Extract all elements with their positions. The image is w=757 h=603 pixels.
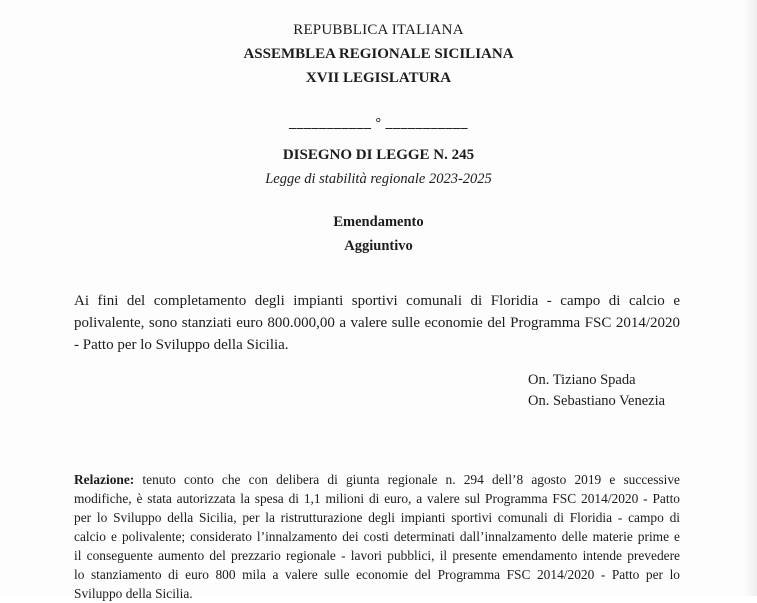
bill-title: DISEGNO DI LEGGE N. 245 xyxy=(282,147,475,163)
amendment-kind: Aggiuntivo xyxy=(344,238,413,254)
relazione-line: lo stanziamento di euro 800 mila a valere sulle economie del Programma FSC 2014/2020 - Patto per lo xyxy=(74,567,680,582)
relazione-line: per lo Sviluppo della Sicilia, per la ristrutturazione degli impianti sportivi comunali di Floridia - campo di xyxy=(74,510,680,525)
amendment-body xyxy=(74,290,680,356)
body-line: Ai fini del completamento degli impianti sportivi comunali di Floridia - campo di calcio e xyxy=(74,293,680,309)
relazione-line: il conseguente aumento del prezzario regionale - lavori pubblici, il presente emendamento intende prevedere xyxy=(74,548,680,563)
relazione-section xyxy=(74,470,680,603)
relazione-label: Relazione: xyxy=(74,472,135,487)
signatory: On. Sebastiano Venezia xyxy=(528,393,666,409)
relazione-line: modifiche, è stata autorizzata la spesa di 1,1 milioni di euro, a valere sul Programma FSC 2014/2020 - Patto xyxy=(74,491,680,506)
relazione-line: calcio e polivalente; considerato l’innalzamento dei costi determinati dall’innalzamento delle materie prime e xyxy=(74,529,680,544)
body-line: polivalente, sono stanziati euro 800.000,00 a valere sulle economie del Programma FSC 2014/2020 xyxy=(74,315,680,331)
signatory: On. Tiziano Spada xyxy=(528,372,636,388)
header-republic: REPUBBLICA ITALIANA xyxy=(293,22,464,38)
body-line: - Patto per lo Sviluppo della Sicilia. xyxy=(74,337,289,353)
relazione-first-line: tenuto conto che con delibera di giunta regionale n. 294 dell’8 agosto 2019 e successive xyxy=(142,472,680,487)
header-assembly: ASSEMBLEA REGIONALE SICILIANA xyxy=(243,46,514,62)
header-divider: ___________ ° ___________ xyxy=(288,116,469,131)
relazione-line xyxy=(74,470,680,489)
header-legislature: XVII LEGISLATURA xyxy=(305,70,452,86)
relazione-line: Sviluppo della Sicilia. xyxy=(74,586,193,601)
amendment-type: Emendamento xyxy=(333,214,424,230)
page-edge-shadow xyxy=(743,0,757,596)
bill-subtitle: Legge di stabilità regionale 2023-2025 xyxy=(265,171,492,187)
